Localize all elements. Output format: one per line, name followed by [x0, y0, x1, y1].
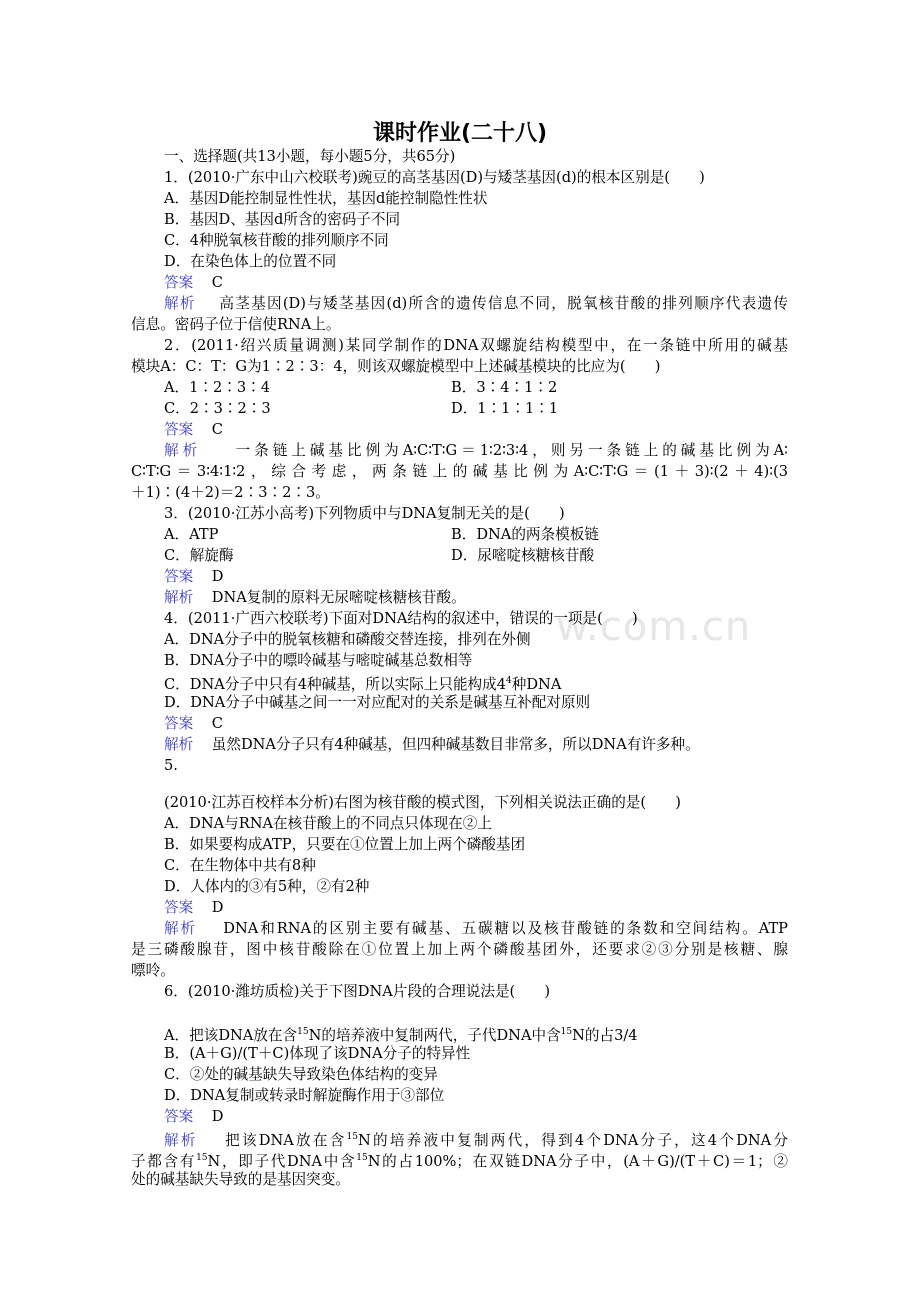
q4-answer: [164, 713, 223, 734]
analysis-label: 解析: [164, 1132, 198, 1149]
q2-stem-line1: 2．(2011·绍兴质量调测)某同学制作的DNA双螺旋结构模型中，在一条链中所用的碱基: [164, 337, 788, 354]
q3-analysis-line1: [164, 587, 466, 608]
analysis-label: 解析: [164, 920, 198, 937]
q5-stem: (2010·江苏百校样本分析)右图为核苷酸的模式图，下列相关说法正确的是( ): [164, 794, 681, 811]
q2-analysis-line3: ＋1)∶(4＋2)＝2∶3∶2∶3。: [131, 484, 330, 501]
analysis-label: 解析: [164, 736, 194, 753]
answer-value: D: [211, 568, 224, 585]
analysis-text: 把该DNA放在含: [225, 1132, 347, 1149]
q1-analysis-line1: [164, 293, 788, 314]
q5-option-c: C．在生物体中共有8种: [164, 857, 316, 874]
q4-option-a: A．DNA分子中的脱氧核糖和磷酸交替连接，排列在外侧: [164, 631, 531, 648]
answer-value: D: [211, 899, 224, 916]
section-heading: 一、选择题(共13小题，每小题5分，共65分): [164, 148, 456, 165]
analysis-text: 虽然DNA分子只有4种碱基，但四种碱基数目非常多，所以DNA有许多种。: [211, 736, 700, 753]
q3-option-a: A．ATP: [164, 526, 219, 543]
answer-label: 答案: [164, 421, 194, 438]
answer-value: C: [211, 274, 223, 291]
q6-option-a-sup1: 15: [297, 1027, 309, 1037]
q5-number: 5.: [164, 757, 178, 774]
analysis-text: 子都含有: [131, 1153, 197, 1170]
q5-option-b: B．如果要构成ATP，只要在①位置上加上两个磷酸基团: [164, 836, 526, 853]
q2-option-b: B．3∶4∶1∶2: [451, 379, 558, 396]
q6-option-c: C．②处的碱基缺失导致染色体结构的变异: [164, 1066, 438, 1083]
analysis-text: DNA复制的原料无尿嘧啶核糖核苷酸。: [211, 589, 466, 606]
q2-analysis-line1: [164, 440, 788, 461]
q4-option-c-tail: 种DNA: [511, 676, 562, 693]
analysis-text: 一条链上碱基比例为A∶C∶T∶G＝1∶2∶3∶4，则另一条链上的碱基比例为A∶: [235, 442, 788, 459]
q6-option-a-sup2: 15: [560, 1027, 573, 1037]
q4-option-c-sup: 4: [506, 676, 512, 686]
answer-value: D: [211, 1108, 224, 1125]
watermark: w.com.cn: [556, 604, 752, 650]
q6-option-a-tail: N的占3/4: [572, 1027, 638, 1044]
analysis-sup1: 15: [196, 1153, 208, 1163]
q1-option-a: A．基因D能控制显性性状，基因d能控制隐性性状: [164, 190, 488, 207]
q1-option-b: B．基因D、基因d所含的密码子不同: [164, 211, 401, 228]
q6-analysis-line3: 处的碱基缺失导致的是基因突变。: [131, 1171, 350, 1188]
q2-option-a: A．1∶2∶3∶4: [164, 379, 271, 396]
q4-option-b: B．DNA分子中的嘌呤碱基与嘧啶碱基总数相等: [164, 652, 473, 669]
analysis-label: 解析: [164, 295, 196, 312]
q5-option-d: D．人体内的③有5种，②有2种: [164, 878, 370, 895]
q5-option-a: A．DNA与RNA在核苷酸上的不同点只体现在②上: [164, 815, 492, 832]
answer-label: 答案: [164, 899, 194, 916]
q5-analysis-line2: 是三磷酸腺苷，图中核苷酸除在①位置上加上两个磷酸基团外，还要求②③分别是核糖、腺: [131, 941, 788, 958]
q3-option-b: B．DNA的两条模板链: [451, 526, 599, 543]
q2-stem-line2: 模块A：C：T：G为1∶2∶3：4，则该双螺旋模型中上述碱基模块的比应为( ): [131, 358, 661, 375]
analysis-text-tail: N的占100%；在双链DNA分子中，(A＋G)/(T＋C)＝1；②: [367, 1153, 788, 1170]
q4-analysis-line1: [164, 734, 700, 755]
answer-label: 答案: [164, 1108, 194, 1125]
q5-answer: [164, 897, 223, 918]
answer-label: 答案: [164, 568, 194, 585]
page-title: 课时作业(二十八): [372, 121, 548, 146]
q4-option-c-text: C．DNA分子中只有4种碱基，所以实际上只能构成4: [164, 676, 507, 693]
q6-option-b: B．(A＋G)/(T＋C)体现了该DNA分子的特异性: [164, 1045, 471, 1062]
q1-stem: 1．(2010·广东中山六校联考)豌豆的高茎基因(D)与矮茎基因(d)的根本区别是( ): [164, 169, 705, 186]
answer-label: 答案: [164, 715, 194, 732]
q4-option-d: D．DNA分子中碱基之间一一对应配对的关系是碱基互补配对原则: [164, 694, 591, 711]
q2-option-d: D．1∶1∶1∶1: [451, 400, 559, 417]
q6-option-a-mid: N的培养液中复制两代，子代DNA中含: [308, 1027, 561, 1044]
answer-value: C: [211, 421, 223, 438]
q1-option-d: D．在染色体上的位置不同: [164, 253, 337, 270]
q6-stem: 6．(2010·潍坊质检)关于下图DNA片段的合理说法是( ): [164, 983, 551, 1000]
q1-answer: [164, 272, 223, 293]
analysis-label: 解析: [164, 442, 202, 459]
analysis-text-mid: N，即子代DNA中含: [207, 1153, 357, 1170]
analysis-sup2: 15: [356, 1153, 368, 1163]
q6-answer: [164, 1106, 223, 1127]
q1-option-c: C．4种脱氧核苷酸的排列顺序不同: [164, 232, 389, 249]
analysis-sup: 15: [346, 1132, 358, 1142]
q1-analysis-line2: 信息。密码子位于信使RNA上。: [131, 316, 341, 333]
q6-option-d: D．DNA复制或转录时解旋酶作用于③部位: [164, 1087, 445, 1104]
q3-answer: [164, 566, 223, 587]
q3-option-c: C．解旋酶: [164, 547, 234, 564]
q5-analysis-line3: 嘌呤。: [131, 962, 175, 979]
q2-answer: [164, 419, 223, 440]
q3-option-d: D．尿嘧啶核糖核苷酸: [451, 547, 595, 564]
answer-label: 答案: [164, 274, 194, 291]
analysis-label: 解析: [164, 589, 194, 606]
q2-analysis-line2: C∶T∶G＝3∶4∶1∶2，综合考虑，两条链上的碱基比例为A∶C∶T∶G＝(1＋3)∶(2＋4)∶(3: [131, 463, 788, 480]
q3-stem: 3．(2010·江苏小高考)下列物质中与DNA复制无关的是( ): [164, 505, 565, 522]
analysis-text: DNA和RNA的区别主要有碱基、五碳糖以及核苷酸链的条数和空间结构。ATP: [223, 920, 788, 937]
analysis-text-tail: N的培养液中复制两代，得到4个DNA分子，这4个DNA分: [357, 1132, 788, 1149]
q4-stem: 4．(2011·广西六校联考)下面对DNA结构的叙述中，错误的一项是( ): [164, 610, 638, 627]
q6-option-a-text: A．把该DNA放在含: [164, 1027, 298, 1044]
q5-analysis-line1: [164, 918, 788, 939]
q2-option-c: C．2∶3∶2∶3: [164, 400, 271, 417]
analysis-text: 高茎基因(D)与矮茎基因(d)所含的遗传信息不同，脱氧核苷酸的排列顺序代表遗传: [219, 295, 788, 312]
answer-value: C: [211, 715, 223, 732]
